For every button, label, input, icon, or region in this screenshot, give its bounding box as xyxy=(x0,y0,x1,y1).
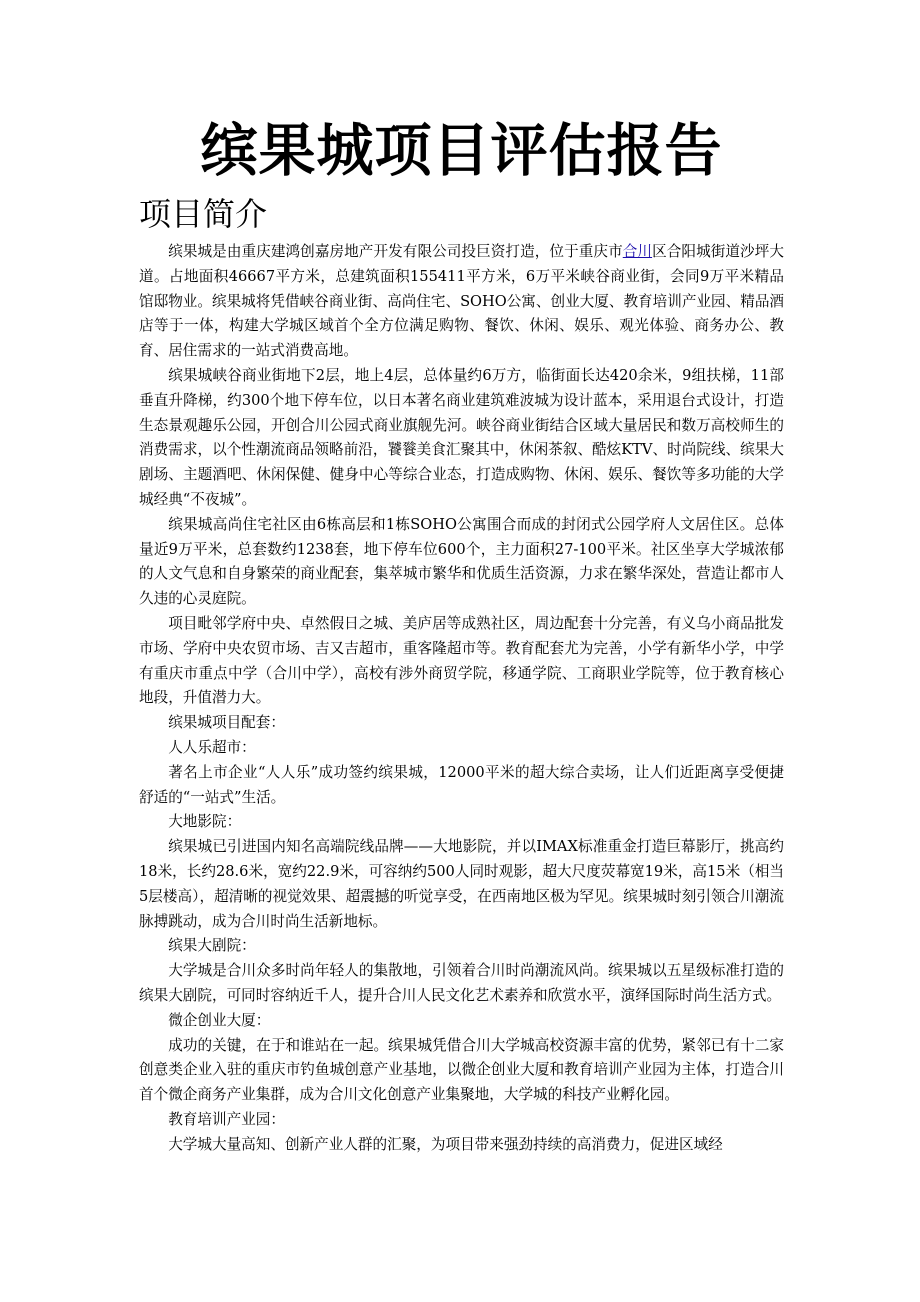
paragraph-education: 大学城大量高知、创新产业人群的汇聚，为项目带来强劲持续的高消费力，促进区域经 xyxy=(168,1135,723,1153)
paragraph-surroundings: 项目毗邻学府中央、卓然假日之城、美庐居等成熟社区，周边配套十分完善，有义乌小商品批发市场、学府中央农贸市场、吉又吉超市，重客隆超市等。教育配套尤为完善，小学有新华小学，中学有重庆市重点中学（合川中学），高校有涉外商贸学院，移通学院、工商职业学院等，位于教育核心地段，升值潜力大。 xyxy=(139,614,784,707)
paragraph-supermarket-heading: 人人乐超市： xyxy=(168,738,256,756)
paragraph-intro xyxy=(139,240,784,364)
document-title: 缤果城项目评估报告 xyxy=(200,118,723,184)
section-heading: 项目简介 xyxy=(139,195,268,233)
paragraph-theater: 大学城是合川众多时尚年轻人的集散地，引领着合川时尚潮流风尚。缤果城以五星级标准打造的缤果大剧院，可同时容纳近千人，提升合川人民文化艺术素养和欣赏水平，演绎国际时尚生活方式。 xyxy=(139,962,784,1004)
paragraph-education-heading: 教育培训产业园： xyxy=(168,1110,285,1128)
paragraph-residential: 缤果城高尚住宅社区由6栋高层和1栋SOHO公寓围合而成的封闭式公园学府人文居住区。总体量近9万平米，总套数约1238套，地下停车位600个，主力面积27-100平米。社区坐享大学城浓郁的人文气息和自身繁荣的商业配套，集萃城市繁华和优质生活资源，力求在繁华深处，营造让都市人久违的心灵庭院。 xyxy=(139,515,784,608)
paragraph-startup: 成功的关键，在于和谁站在一起。缤果城凭借合川大学城高校资源丰富的优势，紧邻已有十二家创意类企业入驻的重庆市钓鱼城创意产业基地，以微企创业大厦和教育培训产业园为主体，打造合川首个微企商务产业集群，成为合川文化创意产业集聚地，大学城的科技产业孵化园。 xyxy=(139,1036,784,1104)
paragraph-theater-heading: 缤果大剧院： xyxy=(168,937,256,955)
paragraph-supermarket: 著名上市企业“人人乐”成功签约缤果城，12000平米的超大综合卖场，让人们近距离享受便捷舒适的“一站式”生活。 xyxy=(139,763,784,806)
paragraph-text: 缤果城是由重庆建鸿创嘉房地产开发有限公司投巨资打造，位于重庆市 xyxy=(168,243,623,260)
paragraph-cinema: 缤果城已引进国内知名高端院线品牌——大地影院，并以IMAX标准重金打造巨幕影厅，挑高约18米，长约28.6米，宽约22.9米，可容纳约500人同时观影，超大尺度荧幕宽19米，高15米（相当5层楼高），超清晰的视觉效果、超震撼的听觉享受，在西南地区极为罕见。缤果城时刻引领合川潮流脉搏跳动，成为合川时尚生活新地标。 xyxy=(139,838,784,930)
paragraph-text: 区合阳城街道沙坪大道。占地面积46667平方米，总建筑面积155411平方米，6万平米峡谷商业街，会同9万平米精品馆邸物业。缤果城将凭借峡谷商业街、高尚住宅、SOHO公寓、创业大厦、教育培训产业园、精品酒店等于一体，构建大学城区域首个全方位满足购物、餐饮、休闲、娱乐、观光体验、商务办公、教育、居住需求的一站式消费高地。 xyxy=(139,243,785,360)
hechuan-link[interactable]: 合川 xyxy=(622,243,653,260)
paragraph-facilities-heading: 缤果城项目配套： xyxy=(168,714,285,732)
paragraph-startup-heading: 微企创业大厦： xyxy=(168,1011,271,1029)
paragraph-cinema-heading: 大地影院： xyxy=(168,813,242,831)
document-page xyxy=(139,0,784,1157)
paragraph-commercial-street: 缤果城峡谷商业街地下2层，地上4层，总体量约6万方，临街面长达420余米，9组扶梯，11部垂直升降梯，约300个地下停车位，以日本著名商业建筑难波城为设计蓝本，采用退台式设计，打造生态景观趣乐公园，开创合川公园式商业旗舰先河。峡谷商业街结合区域大量居民和数万高校师生的消费需求，以个性潮流商品领略前沿，饕餮美食汇聚其中，休闲茶叙、酷炫KTV、时尚院线、缤果大剧场、主题酒吧、休闲保健、健身中心等综合业态，打造成购物、休闲、娱乐、餐饮等多功能的大学城经典“不夜城”。 xyxy=(139,366,784,508)
